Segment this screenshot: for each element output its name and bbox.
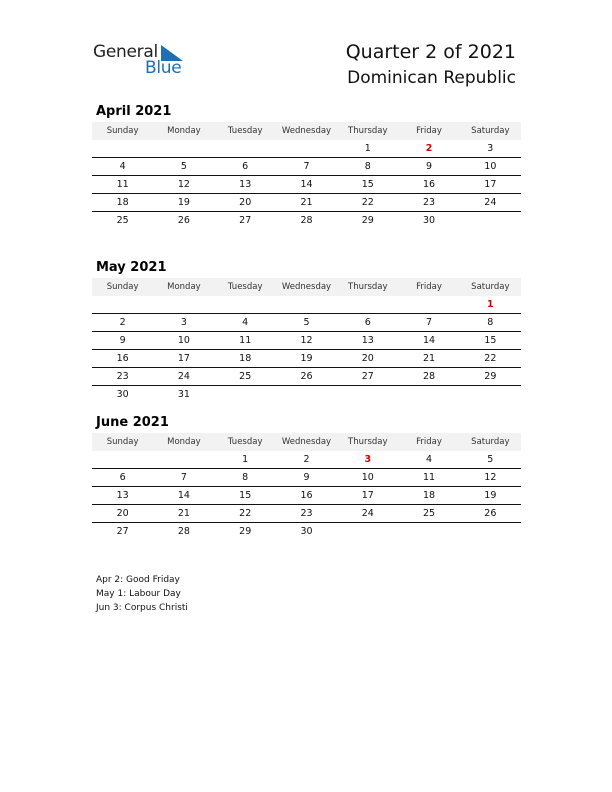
weekday-label: Monday <box>167 126 201 136</box>
day-cell: 18 <box>423 490 436 501</box>
week-row <box>92 212 521 229</box>
day-cell: 23 <box>423 197 436 208</box>
weekday-label: Saturday <box>471 126 510 136</box>
logo-text-general: General <box>93 42 158 62</box>
day-cell: 28 <box>300 215 313 226</box>
day-cell: 18 <box>239 353 252 364</box>
week-row <box>92 350 521 368</box>
day-cell: 26 <box>177 215 190 226</box>
weekday-label: Saturday <box>471 282 510 292</box>
day-cell: 1 <box>364 143 371 154</box>
weekday-label: Tuesday <box>227 282 263 292</box>
day-cell: 1 <box>242 454 249 465</box>
day-cell: 17 <box>361 490 374 501</box>
weekday-label: Friday <box>416 437 442 447</box>
weekday-label: Friday <box>416 282 442 292</box>
day-cell: 13 <box>239 179 252 190</box>
day-cell: 25 <box>239 371 252 382</box>
weekday-header-row <box>92 433 521 451</box>
day-cell: 15 <box>484 335 497 346</box>
week-row <box>92 194 521 212</box>
day-cell: 22 <box>361 197 374 208</box>
day-cell: 2 <box>119 317 126 328</box>
note-item: Apr 2: Good Friday <box>96 575 180 585</box>
day-cell: 1 <box>487 299 494 310</box>
day-cell: 25 <box>423 508 436 519</box>
week-row <box>92 314 521 332</box>
day-cell: 13 <box>116 490 129 501</box>
month-may <box>92 258 521 403</box>
day-cell: 16 <box>300 490 313 501</box>
weekday-label: Monday <box>167 437 201 447</box>
day-cell: 29 <box>361 215 374 226</box>
day-cell: 4 <box>119 161 126 172</box>
weekday-label: Thursday <box>348 126 388 136</box>
day-cell: 10 <box>361 472 374 483</box>
day-cell: 14 <box>177 490 190 501</box>
day-cell: 18 <box>116 197 129 208</box>
day-cell: 12 <box>484 472 497 483</box>
day-cell: 8 <box>242 472 249 483</box>
day-cell: 23 <box>116 371 129 382</box>
day-cell: 15 <box>361 179 374 190</box>
day-cell: 28 <box>423 371 436 382</box>
day-cell: 15 <box>239 490 252 501</box>
weekday-label: Tuesday <box>227 126 263 136</box>
weekday-label: Tuesday <box>227 437 263 447</box>
day-cell: 24 <box>177 371 190 382</box>
week-row <box>92 176 521 194</box>
day-cell: 8 <box>487 317 494 328</box>
day-cell: 4 <box>242 317 249 328</box>
day-cell: 24 <box>484 197 497 208</box>
day-cell: 13 <box>361 335 374 346</box>
logo-text-blue: Blue <box>145 58 182 78</box>
weekday-label: Friday <box>416 126 442 136</box>
weekday-header-row <box>92 122 521 140</box>
weekday-label: Wednesday <box>281 437 332 447</box>
day-cell: 27 <box>239 215 252 226</box>
day-cell: 7 <box>303 161 310 172</box>
month-june <box>92 413 521 540</box>
week-row <box>92 386 521 403</box>
day-cell: 3 <box>487 143 494 154</box>
day-cell: 6 <box>364 317 371 328</box>
weekday-label: Wednesday <box>281 126 332 136</box>
day-cell: 16 <box>116 353 129 364</box>
weekday-label: Thursday <box>348 282 388 292</box>
day-cell: 23 <box>300 508 313 519</box>
weekday-label: Monday <box>167 282 201 292</box>
week-row <box>92 332 521 350</box>
week-row <box>92 523 521 540</box>
day-cell: 17 <box>484 179 497 190</box>
week-row <box>92 140 521 158</box>
day-cell: 5 <box>303 317 310 328</box>
day-cell: 3 <box>180 317 187 328</box>
week-row <box>92 368 521 386</box>
month-title: April 2021 <box>96 104 172 119</box>
day-cell: 27 <box>116 526 129 537</box>
day-cell: 24 <box>361 508 374 519</box>
day-cell: 22 <box>239 508 252 519</box>
weekday-label: Sunday <box>106 126 139 136</box>
week-row <box>92 505 521 523</box>
week-row <box>92 469 521 487</box>
day-cell: 10 <box>177 335 190 346</box>
day-cell: 22 <box>484 353 497 364</box>
day-cell: 9 <box>303 472 310 483</box>
day-cell: 21 <box>423 353 436 364</box>
day-cell: 17 <box>177 353 190 364</box>
day-cell: 30 <box>300 526 313 537</box>
day-cell: 21 <box>177 508 190 519</box>
weekday-label: Saturday <box>471 437 510 447</box>
day-cell: 9 <box>119 335 126 346</box>
week-row <box>92 158 521 176</box>
day-cell: 11 <box>423 472 436 483</box>
week-row <box>92 451 521 469</box>
day-cell: 20 <box>116 508 129 519</box>
weekday-label: Thursday <box>348 437 388 447</box>
day-cell: 19 <box>177 197 190 208</box>
weekday-label: Sunday <box>106 282 139 292</box>
day-cell: 25 <box>116 215 129 226</box>
day-cell: 5 <box>487 454 494 465</box>
day-cell: 27 <box>361 371 374 382</box>
day-cell: 7 <box>426 317 433 328</box>
month-title: May 2021 <box>96 260 167 275</box>
generalblue-logo <box>93 40 188 80</box>
day-cell: 28 <box>177 526 190 537</box>
day-cell: 3 <box>364 454 372 465</box>
note-item: May 1: Labour Day <box>96 589 181 599</box>
weekday-label: Sunday <box>106 437 139 447</box>
day-cell: 19 <box>484 490 497 501</box>
day-cell: 20 <box>239 197 252 208</box>
day-cell: 30 <box>423 215 436 226</box>
day-cell: 12 <box>300 335 313 346</box>
week-row <box>92 487 521 505</box>
day-cell: 14 <box>300 179 313 190</box>
week-row <box>92 296 521 314</box>
weekday-header-row <box>92 278 521 296</box>
day-cell: 2 <box>425 143 433 154</box>
day-cell: 30 <box>116 389 129 400</box>
note-item: Jun 3: Corpus Christi <box>96 603 188 613</box>
day-cell: 7 <box>180 472 187 483</box>
weekday-label: Wednesday <box>281 282 332 292</box>
day-cell: 20 <box>361 353 374 364</box>
month-title: June 2021 <box>96 415 169 430</box>
day-cell: 6 <box>242 161 249 172</box>
page-title: Quarter 2 of 2021 <box>345 41 516 63</box>
day-cell: 21 <box>300 197 313 208</box>
day-cell: 8 <box>364 161 371 172</box>
day-cell: 12 <box>177 179 190 190</box>
day-cell: 26 <box>484 508 497 519</box>
day-cell: 5 <box>180 161 187 172</box>
day-cell: 6 <box>119 472 126 483</box>
day-cell: 4 <box>426 454 433 465</box>
day-cell: 19 <box>300 353 313 364</box>
day-cell: 29 <box>239 526 252 537</box>
day-cell: 2 <box>303 454 310 465</box>
day-cell: 31 <box>177 389 190 400</box>
day-cell: 11 <box>239 335 252 346</box>
day-cell: 10 <box>484 161 497 172</box>
day-cell: 16 <box>423 179 436 190</box>
day-cell: 26 <box>300 371 313 382</box>
country-name: Dominican Republic <box>347 68 516 88</box>
day-cell: 11 <box>116 179 129 190</box>
day-cell: 14 <box>423 335 436 346</box>
month-april <box>92 102 521 229</box>
holiday-notes <box>96 573 188 615</box>
day-cell: 29 <box>484 371 497 382</box>
day-cell: 9 <box>426 161 433 172</box>
